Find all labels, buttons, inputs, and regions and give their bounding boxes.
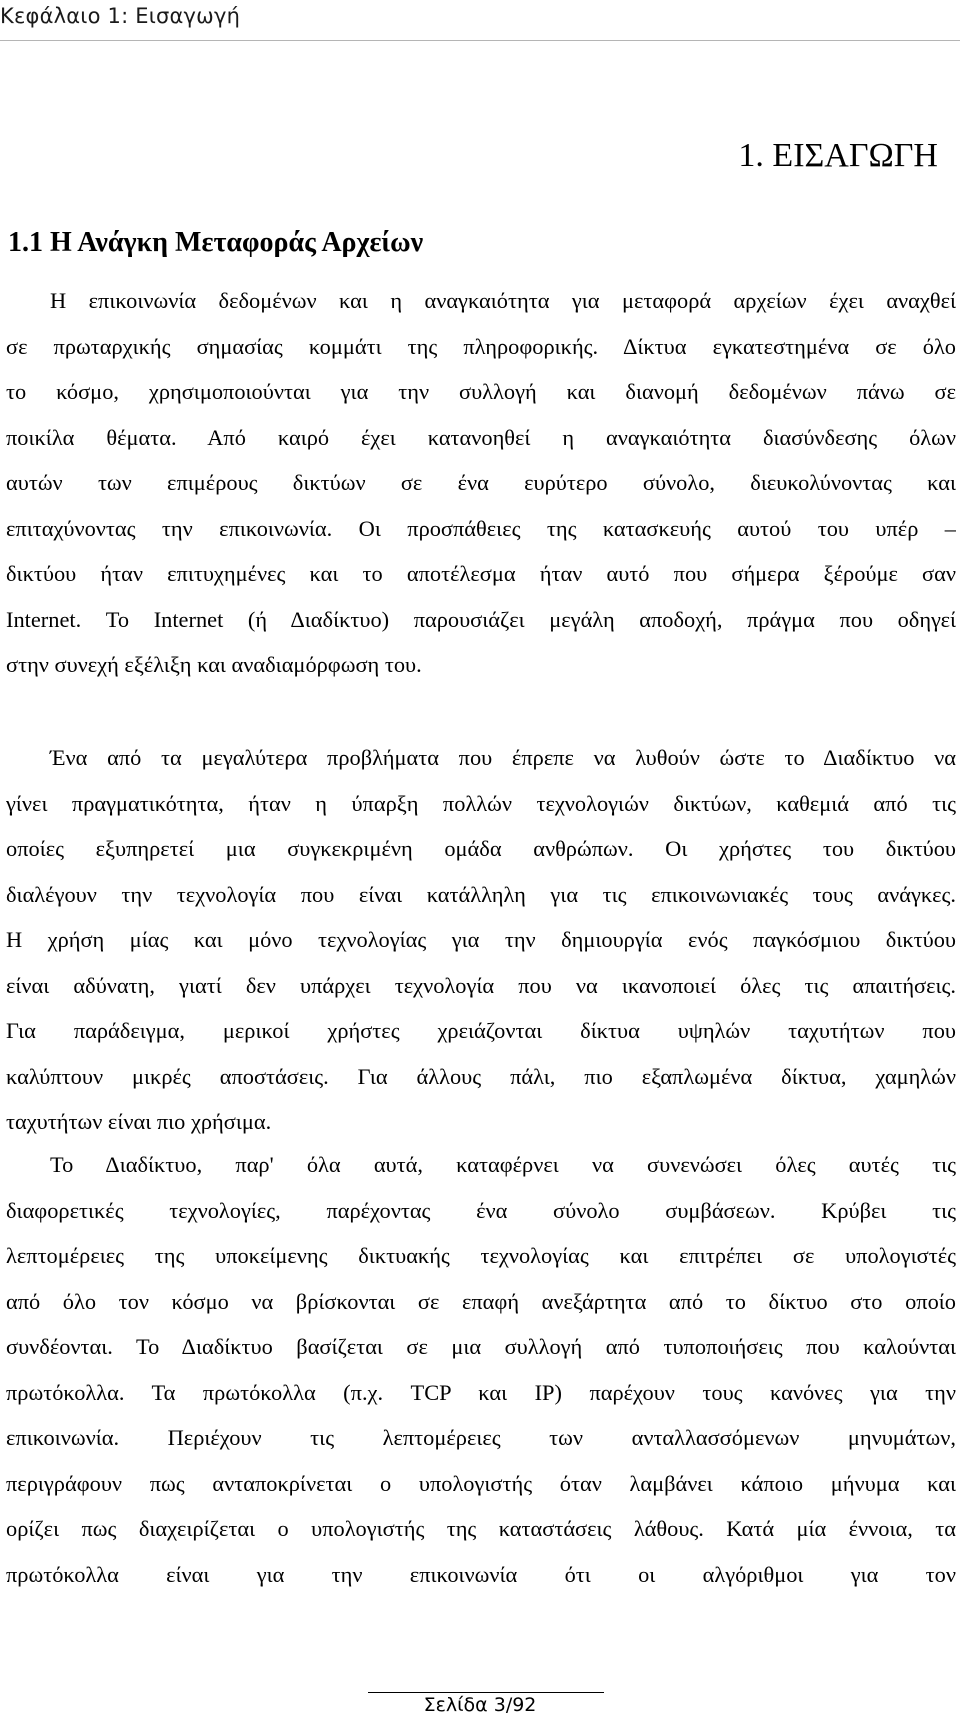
paragraph-line: πρωτόκολλα είναι για την επικοινωνία ότι οι αλγόριθμοι για τον (6, 1561, 956, 1587)
paragraph-line: επιταχύνοντας την επικοινωνία. Οι προσπάθειες της κατασκευής αυτού του υπέρ – (6, 515, 956, 541)
paragraph-line: διαφορετικές τεχνολογίες, παρέχοντας ένα σύνολο συμβάσεων. Κρύβει τις (6, 1197, 956, 1223)
paragraph-line: Η επικοινωνία δεδομένων και η αναγκαιότητα για μεταφορά αρχείων έχει αναχθεί (50, 288, 956, 313)
paragraph-line: ταχυτήτων είναι πιο χρήσιμα. (6, 1109, 272, 1134)
paragraph-line: περιγράφουν πως ανταποκρίνεται ο υπολογιστής όταν λαμβάνει κάποιο μήνυμα και (6, 1470, 956, 1496)
footer-rule (368, 1692, 604, 1693)
paragraph-line: Η χρήση μίας και μόνο τεχνολογίας για την δημιουργία ενός παγκόσμιου δικτύου (6, 927, 956, 952)
paragraph-3 (6, 1142, 956, 1597)
paragraph-line: γίνει πραγματικότητα, ήταν η ύπαρξη πολλών τεχνολογιών δικτύων, καθεμιά από τις (6, 790, 956, 816)
paragraph-line: ποικίλα θέματα. Από καιρό έχει κατανοηθεί η αναγκαιότητα διασύνδεσης όλων (6, 424, 956, 450)
paragraph-line: Ένα από τα μεγαλύτερα προβλήματα που έπρεπε να λυθούν ώστε το Διαδίκτυο να (50, 745, 956, 770)
paragraph-line: πρωτόκολλα. Τα πρωτόκολλα (π.χ. TCP και IP) παρέχουν τους κανόνες για την (6, 1379, 956, 1405)
running-header: Κεφάλαιο 1: Εισαγωγή (0, 4, 241, 28)
paragraph-2 (6, 735, 956, 1145)
paragraph-line: Για παράδειγμα, μερικοί χρήστες χρειάζονται δίκτυα υψηλών ταχυτήτων που (6, 1018, 956, 1043)
paragraph-line: το κόσμο, χρησιμοποιούνται για την συλλογή και διανομή δεδομένων πάνω σε (6, 379, 956, 404)
paragraph-line: Internet. Το Internet (ή Διαδίκτυο) παρουσιάζει μεγάλη αποδοχή, πράγμα που οδηγεί (6, 606, 956, 632)
paragraph-line: σε πρωταρχικής σημασίας κομμάτι της πληροφορικής. Δίκτυα εγκατεστημένα σε όλο (6, 333, 956, 359)
paragraph-line: λεπτομέρειες της υποκείμενης δικτυακής τεχνολογίας και επιτρέπει σε υπολογιστές (6, 1243, 956, 1268)
paragraph-line: ορίζει πως διαχειρίζεται ο υπολογιστής της καταστάσεις λάθους. Κατά μία έννοια, τα (6, 1516, 956, 1541)
chapter-title: 1. ΕΙΣΑΓΩΓΗ (738, 137, 938, 174)
paragraph-1 (6, 278, 956, 688)
paragraph-line: είναι αδύνατη, γιατί δεν υπάρχει τεχνολογία που να ικανοποιεί όλες τις απαιτήσεις. (6, 972, 956, 998)
header-rule (0, 40, 960, 41)
paragraph-line: οποίες εξυπηρετεί μια συγκεκριμένη ομάδα ανθρώπων. Οι χρήστες του δικτύου (6, 836, 956, 861)
paragraph-line: από όλο τον κόσμο να βρίσκονται σε επαφή ανεξάρτητα από το δίκτυο στο οποίο (6, 1288, 956, 1314)
paragraph-line: στην συνεχή εξέλιξη και αναδιαμόρφωση του. (6, 652, 422, 677)
paragraph-line: Το Διαδίκτυο, παρ' όλα αυτά, καταφέρνει να συνενώσει όλες αυτές τις (50, 1152, 956, 1177)
paragraph-line: επικοινωνία. Περιέχουν τις λεπτομέρειες των ανταλλασσόμενων μηνυμάτων, (6, 1425, 956, 1450)
paragraph-line: αυτών των επιμέρους δικτύων σε ένα ευρύτερο σύνολο, διευκολύνοντας και (6, 470, 956, 495)
section-title: 1.1 Η Ανάγκη Μεταφοράς Αρχείων (8, 227, 424, 258)
paragraph-line: συνδέονται. Το Διαδίκτυο βασίζεται σε μια συλλογή από τυποποιήσεις που καλούνται (6, 1334, 956, 1359)
paragraph-line: δικτύου ήταν επιτυχημένες και το αποτέλεσμα ήταν αυτό που σήμερα ξέρούμε σαν (6, 561, 956, 586)
paragraph-line: διαλέγουν την τεχνολογία που είναι κατάλληλη για τις επικοινωνιακές τους ανάγκες. (6, 881, 956, 907)
paragraph-line: καλύπτουν μικρές αποστάσεις. Για άλλους πάλι, πιο εξαπλωμένα δίκτυα, χαμηλών (6, 1063, 956, 1089)
page-number: Σελίδα 3/92 (423, 1694, 537, 1716)
